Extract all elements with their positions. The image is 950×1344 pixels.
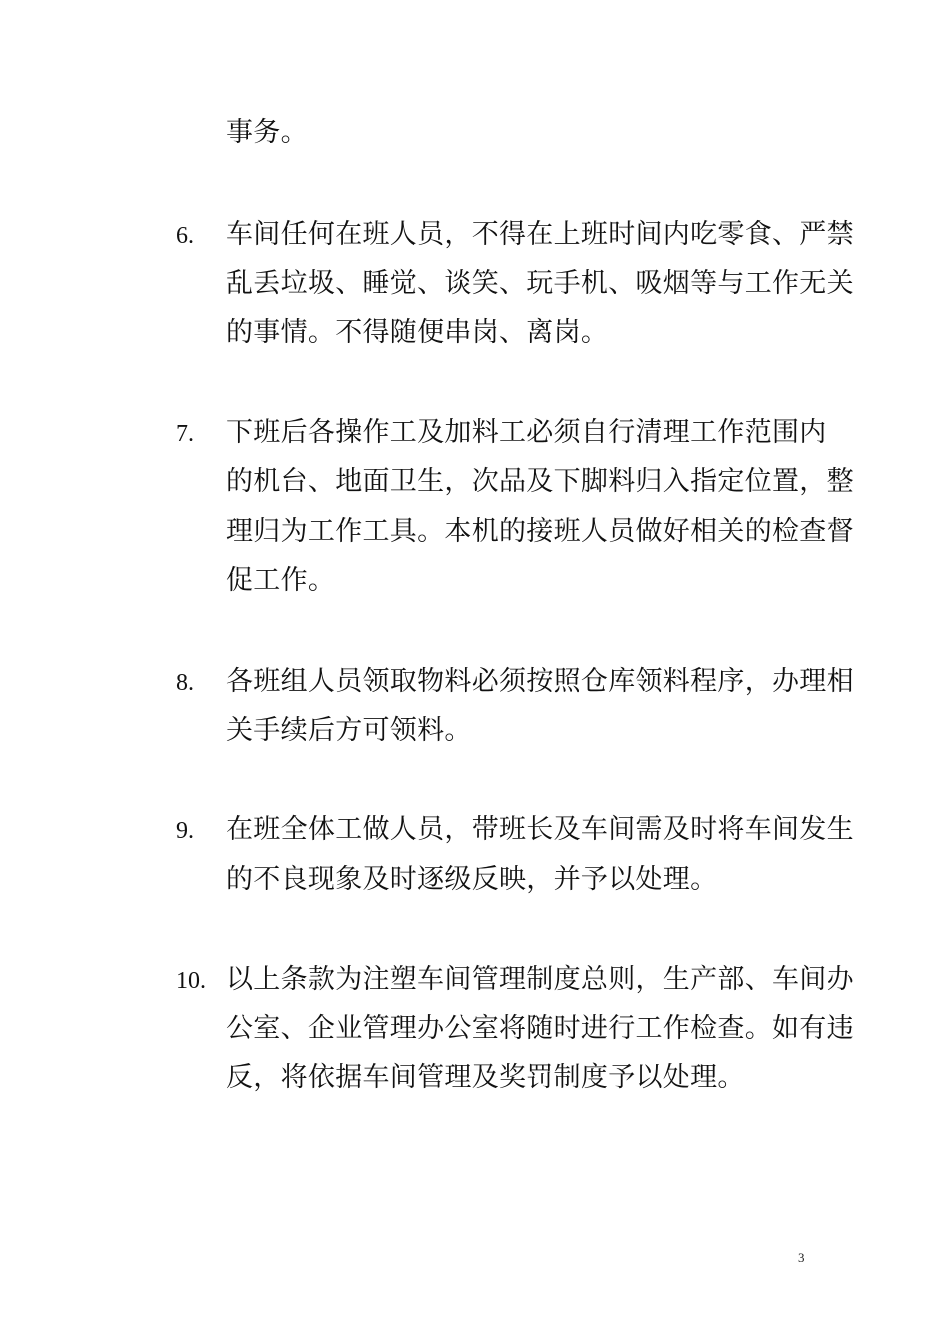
item-line: 在班全体工做人员，带班长及车间需及时将车间发生 <box>226 814 854 845</box>
item-line: 的事情。不得随便串岗、离岗。 <box>226 317 609 348</box>
item-number: 10. <box>176 968 206 994</box>
item-line: 的机台、地面卫生，次品及下脚料归入指定位置，整 <box>226 466 854 497</box>
item-number: 8. <box>176 670 194 696</box>
item-number: 6. <box>176 223 194 249</box>
item-number: 9. <box>176 818 194 844</box>
item-line: 关手续后方可领料。 <box>226 715 472 746</box>
item-line: 乱丢垃圾、睡觉、谈笑、玩手机、吸烟等与工作无关 <box>226 268 854 299</box>
item-number: 7. <box>176 421 194 447</box>
item-line: 各班组人员领取物料必须按照仓库领料程序，办理相 <box>226 666 854 697</box>
page-number: 3 <box>798 1250 805 1265</box>
item-line: 下班后各操作工及加料工必须自行清理工作范围内 <box>226 417 827 448</box>
item-line: 的不良现象及时逐级反映，并予以处理。 <box>226 864 718 895</box>
item-line: 车间任何在班人员，不得在上班时间内吃零食、严禁 <box>226 219 854 250</box>
continuation-line: 事务。 <box>226 117 308 148</box>
item-line: 反，将依据车间管理及奖罚制度予以处理。 <box>226 1062 745 1093</box>
item-line: 以上条款为注塑车间管理制度总则，生产部、车间办 <box>226 964 854 995</box>
item-line: 促工作。 <box>226 565 336 596</box>
item-line: 公室、企业管理办公室将随时进行工作检查。如有违 <box>226 1013 854 1044</box>
item-line: 理归为工作工具。本机的接班人员做好相关的检查督 <box>226 516 854 547</box>
